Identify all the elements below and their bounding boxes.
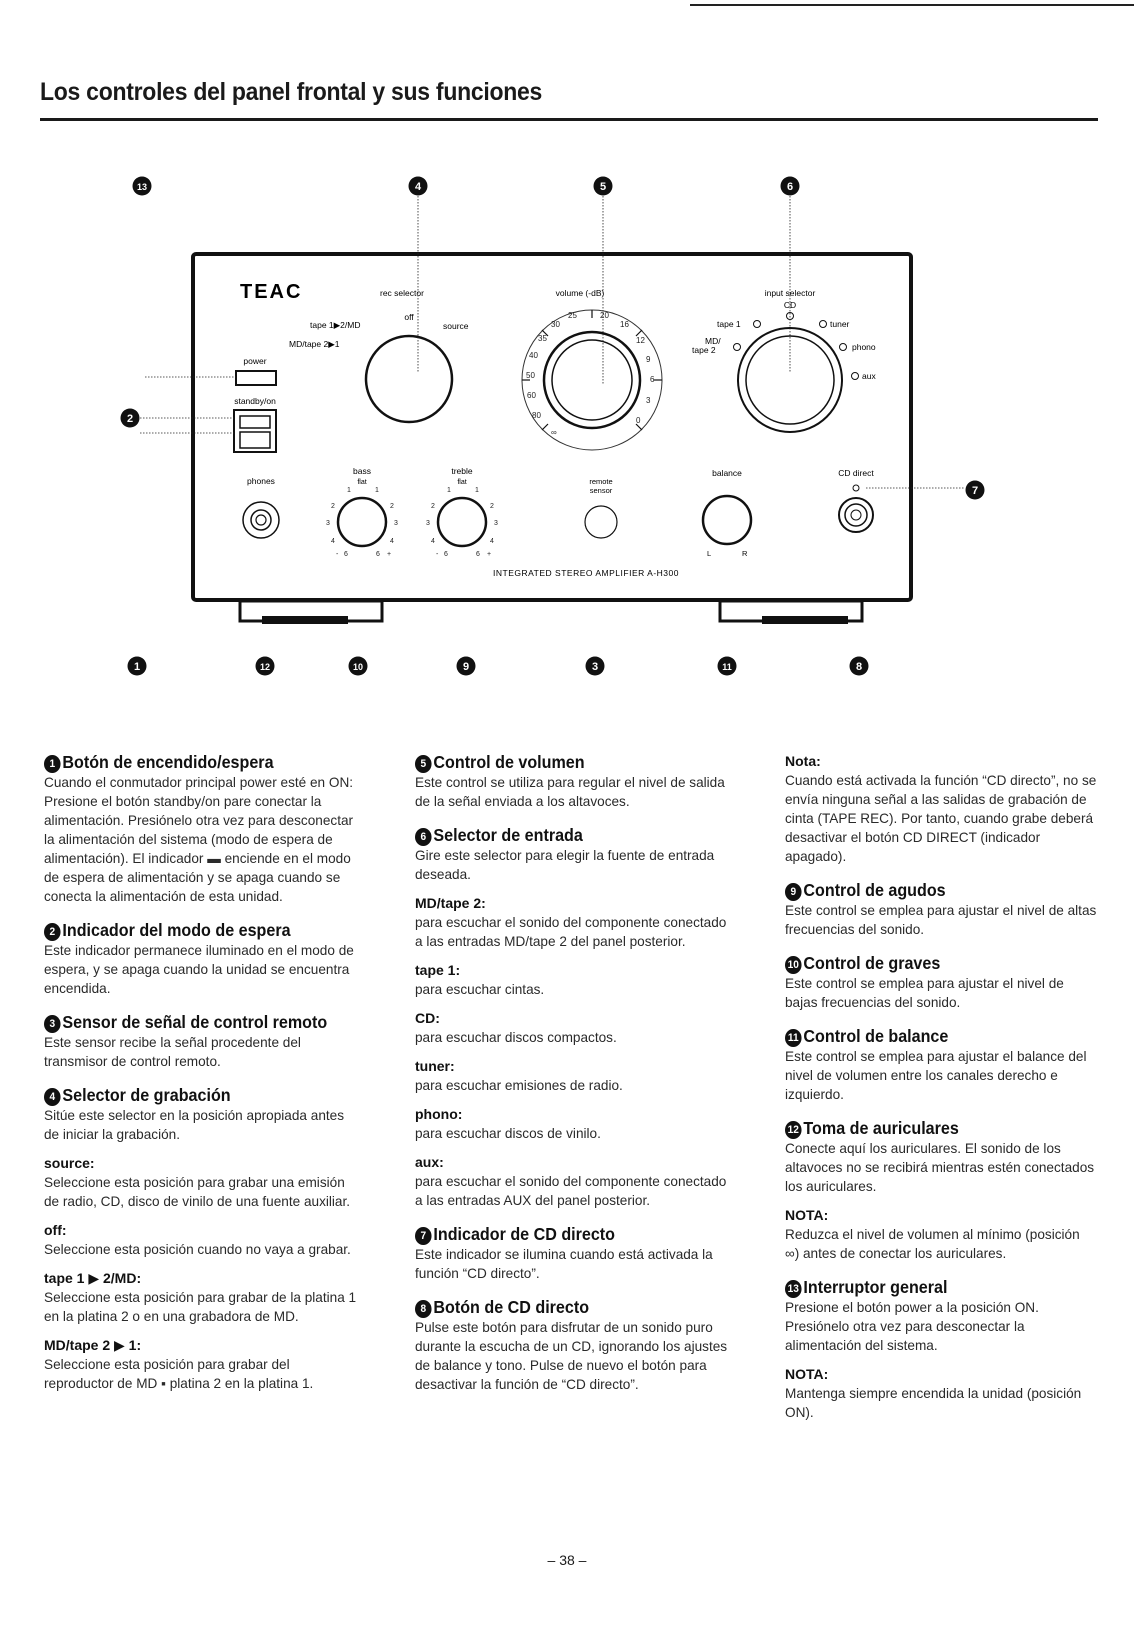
rec-source-label: source bbox=[443, 321, 469, 331]
svg-text:12: 12 bbox=[259, 662, 271, 672]
note-label: NOTA: bbox=[785, 1366, 829, 1382]
section-title: Selector de entrada bbox=[433, 825, 583, 845]
volume-scale-ticks bbox=[522, 310, 662, 430]
section-input-selector bbox=[415, 825, 729, 1210]
section-title: Control de volumen bbox=[433, 752, 585, 772]
amplifier-chassis bbox=[193, 254, 911, 600]
section-title: Indicador del modo de espera bbox=[62, 920, 291, 940]
vol-scale-6: 6 bbox=[650, 375, 655, 384]
callout-2 bbox=[121, 409, 140, 428]
front-panel-figure bbox=[0, 0, 1134, 700]
svg-text:3: 3 bbox=[326, 520, 330, 527]
text-column-2 bbox=[415, 752, 729, 1408]
sub-label: tape 1: bbox=[415, 962, 461, 978]
sub-label: off: bbox=[44, 1222, 67, 1238]
input-selector-label: input selector bbox=[764, 288, 816, 298]
section-text: Este indicador permanece iluminado en el modo de espera, y se apaga cuando la unidad se encuentra encendida. bbox=[44, 943, 354, 996]
rec-tape1-2md-label: tape 1▶2/MD bbox=[310, 320, 361, 330]
section-number: 13 bbox=[785, 1280, 802, 1298]
svg-text:6: 6 bbox=[476, 551, 480, 558]
sub-text: Seleccione esta posición para grabar una emisión de radio, CD, disco de vinilo de una fuente auxiliar. bbox=[44, 1175, 351, 1209]
section-title: Selector de grabación bbox=[62, 1085, 231, 1105]
vol-scale-16: 16 bbox=[620, 320, 629, 329]
svg-text:8: 8 bbox=[855, 661, 863, 673]
svg-text:1: 1 bbox=[347, 487, 351, 494]
vol-scale-0: 0 bbox=[636, 416, 641, 425]
sub-item bbox=[415, 1153, 729, 1210]
sub-text: para escuchar discos compactos. bbox=[415, 1030, 617, 1045]
section-number: 5 bbox=[415, 755, 432, 773]
input-mdtape2-label-b: tape 2 bbox=[692, 345, 716, 355]
vol-scale-50: 50 bbox=[526, 371, 535, 380]
section-text: Sitúe este selector en la posición apropiada antes de iniciar la grabación. bbox=[44, 1108, 345, 1142]
section-cd-direct-indicator bbox=[415, 1224, 729, 1283]
section-text: Cuando el conmutador principal power esté en ON: Presione el botón standby/on pare conectar la alimentación. Presiónelo otra vez para desconectar la alimentación del sistema (modo de espera de alimentación). El indicador ▬ enciende en el modo de espera de alimentación y se apaga cuando se conecta la alimentación de esta unidad. bbox=[44, 775, 354, 904]
svg-text:2: 2 bbox=[431, 503, 435, 510]
sub-item bbox=[44, 1154, 362, 1211]
cd-direct-button bbox=[839, 498, 873, 532]
section-text: Este control se emplea para ajustar el nivel de bajas frecuencias del sonido. bbox=[785, 976, 1064, 1010]
sub-item bbox=[415, 961, 729, 999]
sub-text: Seleccione esta posición para grabar del reproductor de MD ▪ platina 2 en la platina 1. bbox=[44, 1357, 314, 1391]
section-text: Pulse este botón para disfrutar de un sonido puro durante la escucha de un CD, ignorando los ajustes de balance y tono. Pulse de nuevo el botón para desactivar la función de “CD directo”. bbox=[415, 1320, 728, 1392]
svg-text:1: 1 bbox=[375, 487, 379, 494]
callout-11 bbox=[718, 657, 737, 676]
page-title: Los controles del panel frontal y sus funciones bbox=[40, 78, 543, 106]
sub-label: aux: bbox=[415, 1154, 444, 1170]
section-bass bbox=[785, 953, 1097, 1012]
section-title: Indicador de CD directo bbox=[433, 1224, 615, 1244]
balance-l-label: L bbox=[707, 549, 712, 558]
section-balance bbox=[785, 1026, 1097, 1104]
sub-label: CD: bbox=[415, 1010, 440, 1026]
note-cd-direct bbox=[785, 752, 1097, 866]
section-title: Control de agudos bbox=[803, 880, 946, 900]
section-number: 7 bbox=[415, 1227, 432, 1245]
treble-knob bbox=[438, 498, 486, 546]
treble-label: treble bbox=[451, 466, 473, 476]
section-title: Botón de CD directo bbox=[433, 1297, 590, 1317]
section-cd-direct-button bbox=[415, 1297, 729, 1394]
svg-text:2: 2 bbox=[331, 503, 335, 510]
section-standby-indicator bbox=[44, 920, 362, 998]
section-number: 9 bbox=[785, 883, 802, 901]
svg-text:9: 9 bbox=[462, 661, 470, 673]
vol-scale-20: 20 bbox=[600, 311, 609, 320]
phones-jack bbox=[243, 502, 279, 538]
balance-r-label: R bbox=[742, 549, 748, 558]
svg-text:6: 6 bbox=[344, 551, 348, 558]
svg-text:+: + bbox=[487, 551, 492, 558]
sub-text: Seleccione esta posición para grabar de la platina 1 en la platina 2 o en una grabadora de MD. bbox=[44, 1290, 357, 1324]
sub-item bbox=[415, 894, 729, 951]
rec-selector-knob bbox=[366, 336, 452, 422]
callout-10 bbox=[349, 657, 368, 676]
standby-label: standby/on bbox=[234, 396, 276, 406]
callout-1 bbox=[128, 657, 147, 676]
vol-scale-9: 9 bbox=[646, 355, 651, 364]
svg-text:-: - bbox=[436, 551, 439, 558]
remote-sensor-label-b: sensor bbox=[589, 486, 613, 495]
note-text: Mantenga siempre encendida la unidad (posición ON). bbox=[785, 1386, 1082, 1420]
text-column-3 bbox=[785, 752, 1097, 1436]
svg-text:7: 7 bbox=[971, 485, 979, 497]
svg-text:4: 4 bbox=[490, 538, 494, 545]
power-button bbox=[236, 371, 276, 385]
section-number: 11 bbox=[785, 1029, 802, 1047]
svg-text:2: 2 bbox=[490, 503, 494, 510]
vol-scale-30: 30 bbox=[551, 320, 560, 329]
sub-text: para escuchar cintas. bbox=[415, 982, 545, 997]
section-number: 4 bbox=[44, 1088, 61, 1106]
section-power-standby bbox=[44, 752, 362, 906]
sub-label: phono: bbox=[415, 1106, 463, 1122]
svg-text:6: 6 bbox=[376, 551, 380, 558]
sub-text: para escuchar el sonido del componente conectado a las entradas MD/tape 2 del panel posterior. bbox=[415, 915, 727, 949]
note-text: Reduzca el nivel de volumen al mínimo (posición ∞) antes de conectar los auriculares. bbox=[785, 1227, 1080, 1261]
svg-text:1: 1 bbox=[133, 661, 141, 673]
note-label: NOTA: bbox=[785, 1207, 829, 1223]
vol-scale-40: 40 bbox=[529, 351, 538, 360]
input-mdtape2-label: MD/ bbox=[705, 336, 721, 346]
vol-scale-12: 12 bbox=[636, 336, 645, 345]
svg-text:11: 11 bbox=[722, 662, 732, 672]
model-name: INTEGRATED STEREO AMPLIFIER A-H300 bbox=[493, 568, 679, 578]
section-title: Control de balance bbox=[803, 1026, 949, 1046]
callout-6 bbox=[781, 177, 800, 196]
vol-scale-35: 35 bbox=[538, 334, 547, 343]
sub-label: tape 1 ▶ 2/MD: bbox=[44, 1270, 142, 1286]
note-block bbox=[785, 1365, 1097, 1422]
cd-direct-label: CD direct bbox=[838, 468, 874, 478]
rec-mdtape2-1-label: MD/tape 2▶1 bbox=[289, 339, 340, 349]
section-text: Este sensor recibe la señal procedente del transmisor de control remoto. bbox=[44, 1035, 301, 1069]
section-number: 1 bbox=[44, 755, 61, 773]
phones-label: phones bbox=[247, 476, 275, 486]
callout-3 bbox=[586, 657, 605, 676]
section-number: 8 bbox=[415, 1300, 432, 1318]
section-text: Conecte aquí los auriculares. El sonido de los altavoces no se recibirá mientras estén conectados los auriculares. bbox=[785, 1141, 1095, 1194]
sub-text: Seleccione esta posición cuando no vaya a grabar. bbox=[44, 1242, 351, 1257]
sub-text: para escuchar discos de vinilo. bbox=[415, 1126, 601, 1141]
note-text: Cuando está activada la función “CD directo”, no se envía ninguna señal a las salidas de grabación de cinta (TAPE REC). Por tanto, cuando grabe deberá desactivar el botón CD DIRECT (indicador apagado). bbox=[785, 773, 1097, 864]
section-volume bbox=[415, 752, 729, 811]
svg-text:6: 6 bbox=[786, 181, 794, 193]
svg-text:4: 4 bbox=[390, 538, 394, 545]
svg-text:1: 1 bbox=[447, 487, 451, 494]
input-phono-label: phono bbox=[852, 342, 876, 352]
input-aux-label: aux bbox=[862, 371, 876, 381]
sub-label: tuner: bbox=[415, 1058, 455, 1074]
section-number: 6 bbox=[415, 828, 432, 846]
section-treble bbox=[785, 880, 1097, 939]
svg-text:3: 3 bbox=[426, 520, 430, 527]
section-number: 3 bbox=[44, 1015, 61, 1033]
section-title: Sensor de señal de control remoto bbox=[62, 1012, 328, 1032]
section-main-switch bbox=[785, 1277, 1097, 1422]
page-number: – 38 – bbox=[547, 1552, 587, 1568]
input-tuner-label: tuner bbox=[830, 319, 850, 329]
vol-scale-80: 80 bbox=[532, 411, 541, 420]
section-text: Este indicador se ilumina cuando está activada la función “CD directo”. bbox=[415, 1247, 713, 1281]
bass-knob bbox=[338, 498, 386, 546]
volume-label: volume (-dB) bbox=[555, 288, 605, 298]
input-tape1-label: tape 1 bbox=[717, 319, 741, 329]
section-number: 2 bbox=[44, 923, 61, 941]
vol-scale-3: 3 bbox=[646, 396, 651, 405]
svg-text:1: 1 bbox=[475, 487, 479, 494]
callout-13 bbox=[133, 177, 152, 196]
svg-text:5: 5 bbox=[599, 181, 607, 193]
sub-label: source: bbox=[44, 1155, 95, 1171]
svg-text:2: 2 bbox=[390, 503, 394, 510]
callout-5 bbox=[594, 177, 613, 196]
svg-text:-: - bbox=[336, 551, 339, 558]
vol-scale-60: 60 bbox=[527, 391, 536, 400]
text-column-1 bbox=[44, 752, 362, 1407]
sub-label: MD/tape 2: bbox=[415, 895, 486, 911]
section-text: Presione el botón power a la posición ON. Presiónelo otra vez para desconectar la alimentación del sistema. bbox=[785, 1300, 1039, 1353]
sub-item bbox=[415, 1105, 729, 1143]
bass-label: bass bbox=[353, 466, 371, 476]
sub-text: para escuchar el sonido del componente conectado a las entradas AUX del panel posterior. bbox=[415, 1174, 727, 1208]
callout-7 bbox=[966, 481, 985, 500]
note-label: Nota: bbox=[785, 753, 821, 769]
sub-item bbox=[415, 1057, 729, 1095]
treble-flat-label: flat bbox=[457, 479, 467, 486]
callout-8 bbox=[850, 657, 869, 676]
sub-item bbox=[44, 1269, 362, 1326]
note-block bbox=[785, 1206, 1097, 1263]
svg-text:2: 2 bbox=[126, 413, 134, 425]
section-title: Toma de auriculares bbox=[803, 1118, 959, 1138]
cd-direct-indicator bbox=[853, 485, 859, 491]
svg-text:3: 3 bbox=[394, 520, 398, 527]
callout-12 bbox=[256, 657, 275, 676]
svg-text:13: 13 bbox=[136, 182, 148, 192]
remote-sensor-window bbox=[585, 506, 617, 538]
section-text: Este control se emplea para ajustar el balance del nivel de volumen entre los canales derecho e izquierdo. bbox=[785, 1049, 1087, 1102]
section-number: 12 bbox=[785, 1121, 802, 1139]
remote-sensor-label: remote bbox=[589, 477, 613, 486]
section-headphones bbox=[785, 1118, 1097, 1263]
sub-item bbox=[415, 1009, 729, 1047]
callout-9 bbox=[457, 657, 476, 676]
vol-scale-25: 25 bbox=[568, 311, 577, 320]
section-remote-sensor bbox=[44, 1012, 362, 1071]
section-number: 10 bbox=[785, 956, 802, 974]
section-text: Este control se utiliza para regular el nivel de salida de la señal enviada a los altavoces. bbox=[415, 775, 725, 809]
power-label: power bbox=[243, 356, 267, 366]
callout-4 bbox=[409, 177, 428, 196]
section-title: Botón de encendido/espera bbox=[62, 752, 274, 772]
input-cd-label: CD bbox=[783, 300, 797, 310]
balance-label: balance bbox=[712, 468, 742, 478]
section-text: Gire este selector para elegir la fuente de entrada deseada. bbox=[415, 848, 715, 882]
svg-text:6: 6 bbox=[444, 551, 448, 558]
svg-text:10: 10 bbox=[352, 662, 364, 672]
section-title: Control de graves bbox=[803, 953, 941, 973]
bass-flat-label: flat bbox=[357, 479, 367, 486]
sub-item bbox=[44, 1336, 362, 1393]
section-title: Interruptor general bbox=[803, 1277, 948, 1297]
svg-text:4: 4 bbox=[431, 538, 435, 545]
rec-selector-label: rec selector bbox=[380, 288, 424, 298]
vol-scale-inf: ∞ bbox=[551, 428, 557, 437]
section-rec-selector bbox=[44, 1085, 362, 1393]
svg-text:3: 3 bbox=[494, 520, 498, 527]
balance-knob bbox=[703, 496, 751, 544]
sub-label: MD/tape 2 ▶ 1: bbox=[44, 1337, 142, 1353]
sub-text: para escuchar emisiones de radio. bbox=[415, 1078, 623, 1093]
svg-text:+: + bbox=[387, 551, 392, 558]
sub-item bbox=[44, 1221, 362, 1259]
svg-text:3: 3 bbox=[591, 661, 599, 673]
brand-logo: TEAC bbox=[240, 281, 303, 303]
rec-off-label: off bbox=[404, 312, 414, 322]
svg-text:4: 4 bbox=[414, 181, 422, 193]
section-text: Este control se emplea para ajustar el nivel de altas frecuencias del sonido. bbox=[785, 903, 1097, 937]
volume-knob bbox=[544, 332, 640, 428]
svg-text:4: 4 bbox=[331, 538, 335, 545]
